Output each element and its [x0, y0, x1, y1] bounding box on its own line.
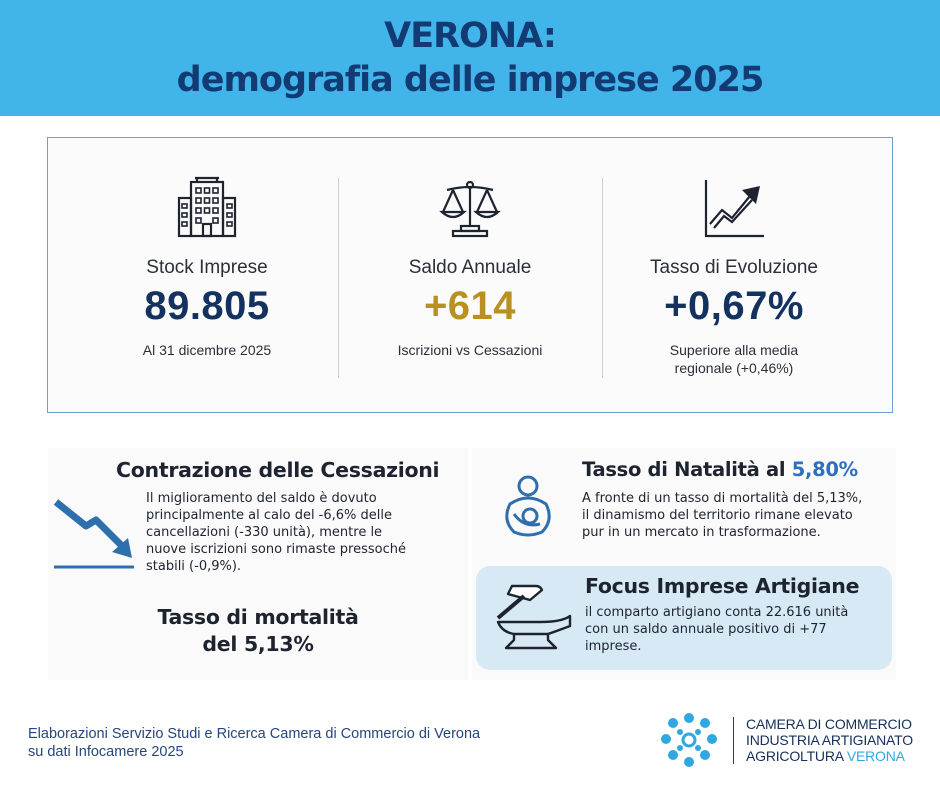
stat-note-line: Al 31 dicembre 2025	[142, 342, 272, 358]
source-line: Elaborazioni Servizio Studi e Ricerca Camera di Commercio di Verona	[28, 726, 481, 742]
stat-note-line: regionale (+0,46%)	[674, 360, 794, 376]
trend-down-icon	[52, 496, 136, 577]
cessazioni-panel	[48, 448, 468, 680]
stat-stock-imprese	[66, 138, 348, 414]
mortalita-line: del 5,13%	[202, 632, 314, 656]
source-line: su dati Infocamere 2025	[28, 744, 184, 760]
body-line: imprese.	[585, 639, 642, 654]
stat-tasso-evoluzione	[593, 138, 875, 414]
artigiane-title: Focus Imprese Artigiane	[585, 574, 860, 598]
stat-note	[96, 341, 318, 359]
hammer-anvil-icon	[490, 582, 574, 659]
stat-label: Tasso di Evoluzione	[650, 257, 818, 278]
building-icon	[175, 176, 239, 243]
artigiane-body	[585, 604, 885, 655]
stat-label: Saldo Annuale	[408, 257, 532, 278]
body-line: il dinamismo del territorio rimane elevato	[582, 508, 853, 523]
natalita-title	[582, 458, 858, 481]
chamber-logo-icon	[660, 712, 718, 775]
natalita-title-value: 5,80%	[791, 458, 858, 481]
page-title-line-2: demografia delle imprese 2025	[176, 60, 764, 100]
stat-note	[359, 341, 581, 359]
mother-child-icon	[500, 474, 556, 543]
logo-line: INDUSTRIA ARTIGIANATO	[746, 732, 913, 748]
stat-note-line: Iscrizioni vs Cessazioni	[397, 342, 543, 358]
stat-saldo-annuale	[329, 138, 611, 414]
body-line: A fronte di un tasso di mortalità del 5,13%,	[582, 491, 863, 506]
body-line: principalmente al calo del -6,6% delle	[146, 508, 393, 523]
logo-line	[746, 748, 913, 764]
page-title-line-1: VERONA:	[384, 16, 556, 56]
stat-label: Stock Imprese	[146, 257, 268, 278]
stat-value: +614	[423, 284, 517, 328]
stat-value: +0,67%	[664, 284, 804, 328]
trend-up-icon	[702, 178, 766, 243]
source-note	[28, 725, 480, 761]
header-banner	[0, 0, 940, 116]
body-line: il comparto artigiano conta 22.616 unità	[585, 605, 849, 620]
body-line: pur in un mercato in trasformazione.	[582, 525, 821, 540]
natalita-body	[582, 490, 892, 541]
logo-separator	[733, 717, 734, 764]
body-line: Il miglioramento del saldo è dovuto	[146, 491, 377, 506]
chamber-logo-text	[746, 716, 913, 764]
mortalita-line: Tasso di mortalità	[157, 605, 359, 629]
body-line: con un saldo annuale positivo di +77	[585, 622, 827, 637]
logo-city: VERONA	[846, 748, 905, 764]
stat-value: 89.805	[144, 284, 270, 328]
body-line: nuove iscrizioni sono rimaste pressoché	[146, 542, 406, 557]
natalita-title-text: Tasso di Natalità al	[582, 458, 792, 481]
mortalita-highlight	[138, 604, 378, 658]
body-line: stabili (-0,9%).	[146, 559, 242, 574]
artigiane-panel	[476, 566, 892, 670]
logo-line-text: AGRICOLTURA	[746, 748, 844, 764]
scale-icon	[439, 176, 501, 243]
stat-note	[623, 341, 845, 377]
body-line: cancellazioni (-330 unità), mentre le	[146, 525, 383, 540]
cessazioni-title: Contrazione delle Cessazioni	[116, 458, 440, 482]
key-stats-panel	[47, 137, 893, 413]
cessazioni-body	[146, 490, 466, 575]
stat-note-line: Superiore alla media	[669, 342, 799, 358]
logo-line: CAMERA DI COMMERCIO	[746, 716, 912, 732]
